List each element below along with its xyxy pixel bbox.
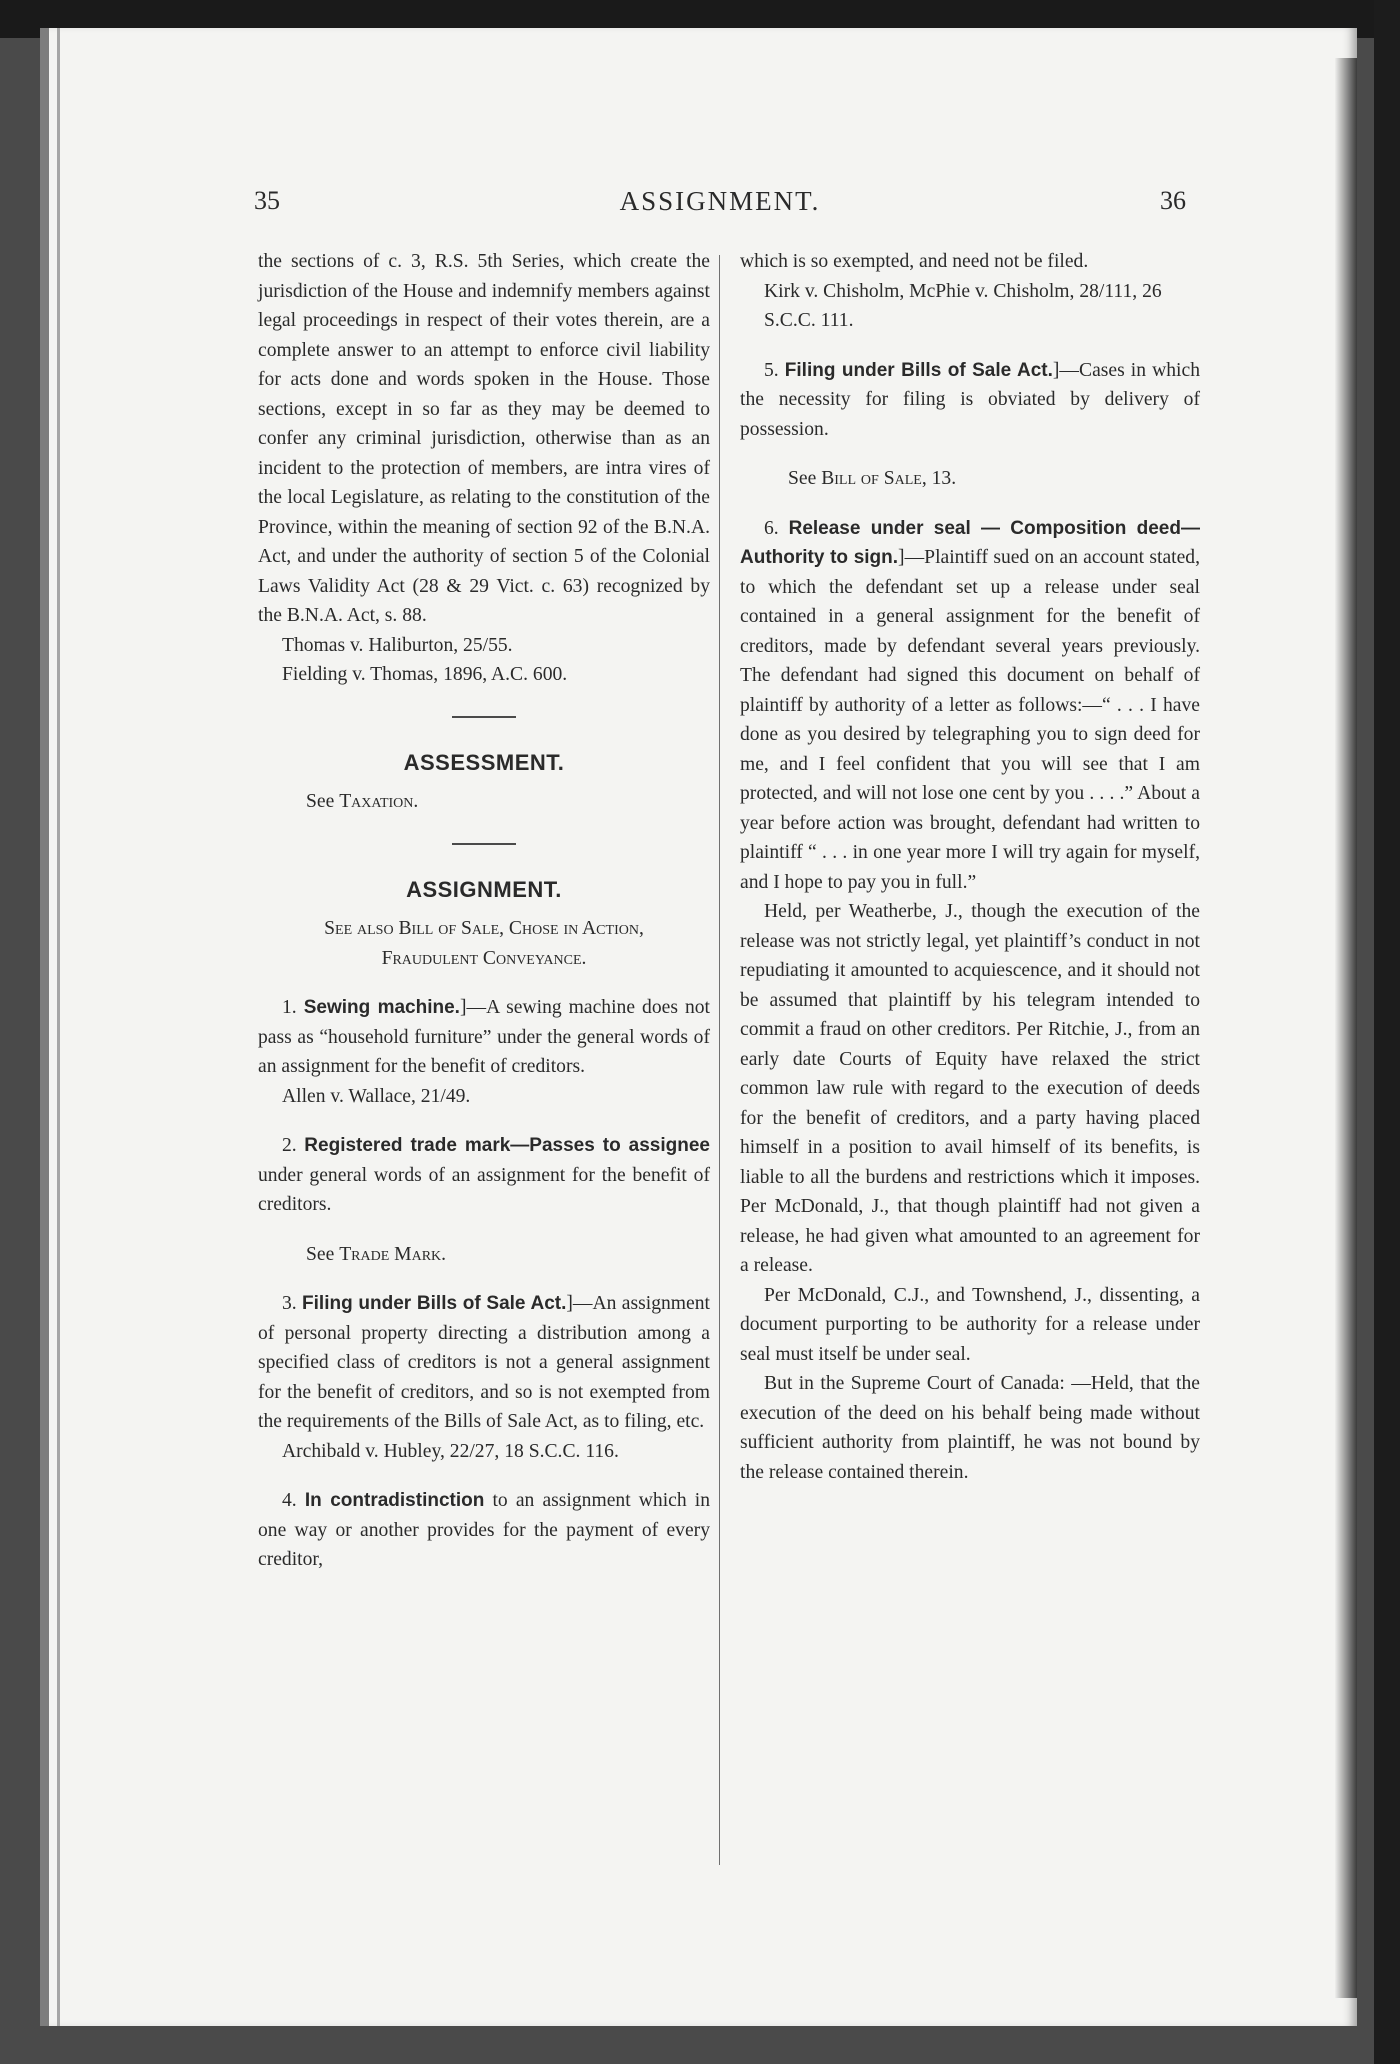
entry-number: 6. — [764, 517, 779, 539]
page-number-right: 36 — [1160, 186, 1186, 215]
holding-paragraph: Held, per Weatherbe, J., though the execution of the release was not strictly legal, yet plaintiff’s conduct in not repudiating it amounted to acquiescence, and it should not be assumed that plaintiff by his telegram intended to commit a fraud on other creditors. Per Ritchie, J., from an early date Courts of Equity have relaxed the strict common law rule with regard to the execution of deeds for the benefit of creditors, and a party having placed himself in a position to avail himself of its benefits, is liable to all the burdens and restrictions which it imposes. Per McDonald, J., that though plaintiff had not given a release, he had given what amounted to an agreement for a release. — [740, 901, 1200, 1276]
page-number-left: 35 — [254, 186, 280, 215]
entry-text: ]—Cases in which the necessity for filing is obviated by delivery of possession. — [740, 359, 1200, 440]
entry-text: ]—A sewing machine does not pass as “household furniture” under the general words of an assignment for the benefit of creditors. — [258, 997, 710, 1077]
column-divider — [719, 255, 720, 1865]
continued-paragraph: which is so exempted, and need not be filed. — [740, 251, 1089, 272]
right-column — [740, 247, 1200, 1487]
entry-title: Sewing machine. — [303, 997, 460, 1018]
entry-text: ]—Plaintiff sued on an account stated, to which the defendant set up a release under seal contained in a general assignment for the benefit of creditors, made by defendant several years previously. The defendant had signed this document on behalf of plaintiff by authority of a letter as follows:—“ . . . I have done as you desired by telegraphing you to sign deed for me, and I feel confident that you will see that I am protected, and will not lose one cent by you . . . .” About a year before action was brought, defendant had written to plaintiff “ . . . in one year more I will try again for myself, and I hope to pay you in full.” — [740, 547, 1200, 893]
case-citation: Fielding v. Thomas, 1896, A.C. 600. — [282, 664, 568, 685]
case-citation: Allen v. Wallace, 21/49. — [282, 1085, 471, 1107]
running-header — [250, 186, 1190, 226]
see-prefix: See — [788, 468, 817, 489]
entry-3 — [258, 1289, 710, 1437]
section-separator — [452, 716, 516, 718]
case-citation: Thomas v. Haliburton, 25/55. — [282, 634, 513, 656]
entry-number: 1. — [282, 997, 297, 1018]
entry-number: 5. — [764, 359, 779, 381]
cross-reference-target: Trade Mark. — [339, 1243, 447, 1265]
cross-reference — [258, 787, 710, 817]
entry-number: 2. — [282, 1135, 297, 1156]
entry-title: Filing under Bills of Sale Act. — [302, 1293, 567, 1314]
entry-5 — [740, 356, 1200, 445]
entry-1 — [258, 993, 710, 1082]
left-column — [258, 247, 710, 1575]
scan-right-border — [1374, 0, 1400, 2064]
entry-text: to an assignment which in one way or another provides for the payment of every creditor, — [258, 1490, 711, 1570]
section-heading-assessment: ASSESSMENT. — [403, 749, 565, 775]
entry-2 — [258, 1131, 710, 1220]
section-separator — [452, 843, 516, 845]
case-citation: Archibald v. Hubley, 22/27, 18 S.C.C. 116. — [282, 1440, 619, 1462]
cross-reference-target: Bill of Sale, 13. — [821, 468, 957, 489]
entry-title: Release under seal — Composition deed—Authority to sign. — [740, 517, 1200, 568]
running-title: ASSIGNMENT. — [619, 186, 821, 216]
cross-reference — [740, 464, 1200, 494]
entry-title: In contradistinction — [304, 1490, 485, 1511]
page-spine-edge — [57, 28, 60, 2026]
dissent-paragraph: Per McDonald, C.J., and Townshend, J., dissenting, a document purporting to be authority for a release under seal must itself be under seal. — [740, 1284, 1200, 1365]
see-also-line: Fraudulent Conveyance. — [381, 947, 587, 969]
entry-text: ]—An assignment of personal property directing a distribution among a specified class of creditors is not a general assignment for the benefit of creditors, and so is not exempted from the requirements of the Bills of Sale Act, as to filing, etc. — [258, 1293, 710, 1432]
entry-number: 4. — [282, 1490, 297, 1511]
entry-title: Filing under Bills of Sale Act. — [784, 359, 1053, 381]
section-heading-assignment: ASSIGNMENT. — [406, 876, 562, 902]
see-prefix: See — [306, 1243, 335, 1265]
entry-text: under general words of an assignment for the benefit of creditors. — [258, 1164, 710, 1215]
entry-number: 3. — [282, 1293, 297, 1314]
entry-6 — [740, 514, 1200, 898]
supreme-court-paragraph: But in the Supreme Court of Canada: —Held, that the execution of the deed on his behalf being made without sufficient authority from plaintiff, he was not bound by the release contained therein. — [740, 1373, 1200, 1483]
case-citation: Kirk v. Chisholm, McPhie v. Chisholm, 28/111, 26 S.C.C. 111. — [764, 280, 1162, 331]
see-prefix: See — [306, 791, 335, 812]
intro-paragraph: the sections of c. 3, R.S. 5th Series, which create the jurisdiction of the House and indemnify members against legal proceedings in respect of their votes therein, are a complete answer to an attempt to enforce civil liability for acts done and words spoken in the House. Those sections, except in so far as they may be deemed to confer any criminal jurisdiction, otherwise than as an incident to the protection of members, are intra vires of the local Legislature, as relating to the constitution of the Province, within the meaning of section 92 of the B.N.A. Act, and under the authority of section 5 of the Colonial Laws Validity Act (28 & 29 Vict. c. 63) recognized by the B.N.A. Act, s. 88. — [258, 251, 710, 626]
see-also-line: See also Bill of Sale, Chose in Action, — [324, 918, 644, 939]
entry-4 — [258, 1486, 710, 1575]
entry-title: Registered trade mark—Passes to assignee — [304, 1135, 710, 1156]
cross-reference-target: Taxation. — [339, 791, 419, 812]
cross-reference — [258, 1240, 710, 1270]
page-right-edge-shadow — [1335, 58, 1357, 1998]
